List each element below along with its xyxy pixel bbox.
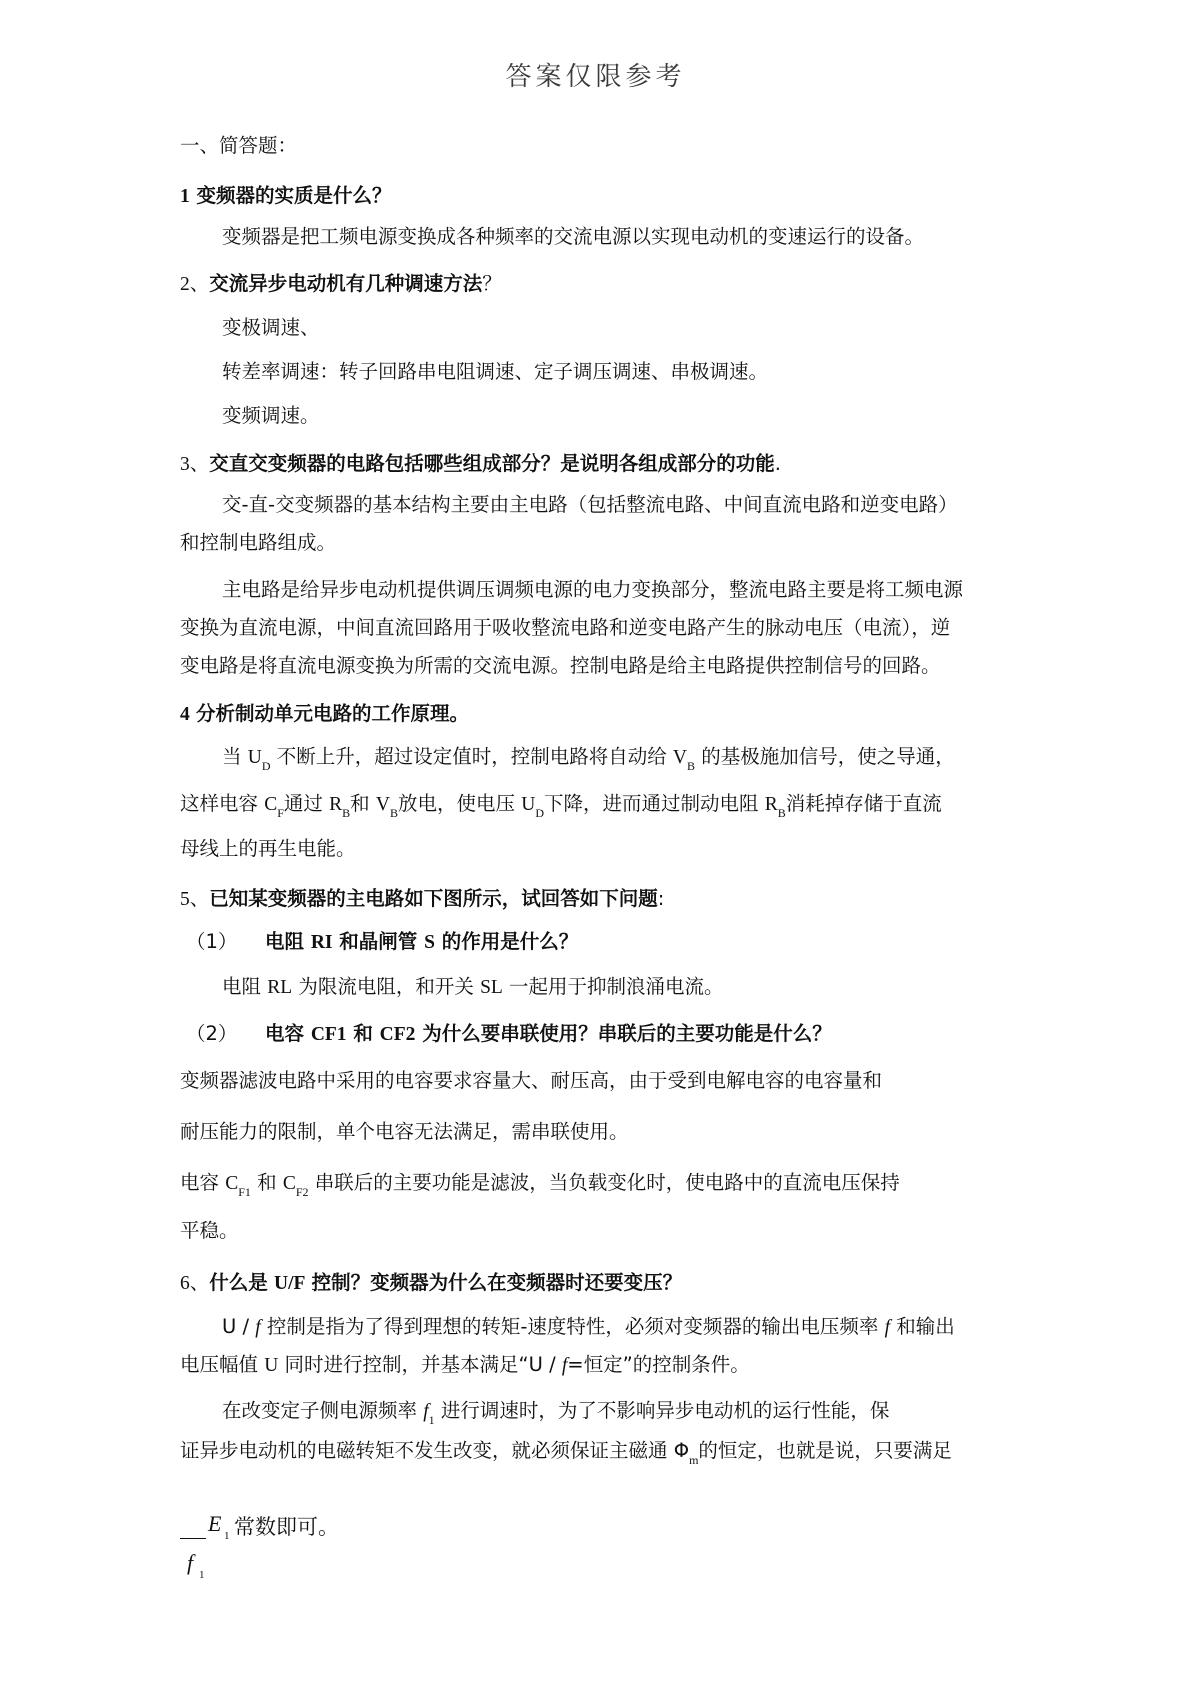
q5-sub2-answer-line-4: 平稳。 xyxy=(180,1219,239,1242)
q5-sub2-answer-line-3: 电容 $C_{F1}$ 和 $C_{F2}$ 串联后的主要功能是滤波，当负载变化时，使电路中的直流电压保持 xyxy=(180,1171,900,1199)
q5-title xyxy=(180,885,664,914)
q5-sub1-question: 电阻 RI 和晶闸管 S 的作用是什么？ xyxy=(265,930,579,953)
q6-number: 6、 xyxy=(180,1273,210,1294)
fraction-numerator-sub: 1 xyxy=(224,1530,230,1542)
q4-title xyxy=(180,700,469,729)
fraction-denominator-sub: 1 xyxy=(199,1569,205,1581)
q2-answer-1: 变极调速、 xyxy=(222,316,320,339)
q6-line-1: U / f 控制是指为了得到理想的转矩-速度特性，必须对变频器的输出电压频率 f 和输出 xyxy=(222,1315,955,1338)
q3-paragraph-2-line-1: 主电路是给异步电动机提供调压调频电源的电力变换部分，整流电路主要是将工频电源 xyxy=(222,578,964,601)
section-title: 一、简答题： xyxy=(180,134,298,157)
q5-sub1-label: （1） xyxy=(186,930,238,953)
q5-sub2-answer-line-1: 变频器滤波电路中采用的电容要求容量大、耐压高，由于受到电解电容的电容量和 xyxy=(180,1069,883,1092)
q2-mark: ？ xyxy=(482,272,502,295)
q4-number: 4 xyxy=(180,704,190,725)
fraction-denominator: f xyxy=(187,1550,194,1575)
q1-answer: 变频器是把工频电源变换成各种频率的交流电源以实现电动机的变速运行的设备。 xyxy=(222,225,925,248)
q2-question: 交流异步电动机有几种调速方法 xyxy=(209,272,483,295)
q3-number: 3、 xyxy=(180,454,210,475)
q4-line-2: 这样电容 $C_F$通过 $R_B$和 $V_B$放电，使电压 $U_D$下降，进而通过制动电阻 $R_B$消耗掉存储于直流 xyxy=(180,792,942,820)
q5-sub1-answer: 电阻 RL 为限流电阻，和开关 SL 一起用于抑制浪涌电流。 xyxy=(222,975,724,998)
q2-answer-2: 转差率调速：转子回路串电阻调速、定子调压调速、串极调速。 xyxy=(222,360,769,383)
q1-question: 变频器的实质是什么？ xyxy=(196,184,392,207)
q3-title xyxy=(180,450,781,479)
q6-title: 6、什么是 U/F 控制？变频器为什么在变频器时还要变压？ xyxy=(180,1271,683,1294)
q5-sub2-label: （2） xyxy=(186,1022,238,1045)
q4-line-3: 母线上的再生电能。 xyxy=(180,837,356,860)
fraction-bar xyxy=(180,1538,206,1539)
q4-line-1: 当 $U_D$ 不断上升，超过设定值时，控制电路将自动给 $V_B$ 的基极施加信号，使之导通， xyxy=(222,745,955,773)
fraction-numerator: E xyxy=(208,1511,222,1536)
q1-number: 1 xyxy=(180,186,190,207)
q2-title xyxy=(180,270,502,299)
q3-paragraph-2-line-2: 变换为直流电源，中间直流回路用于吸收整流电路和逆变电路产生的脉动电压（电流），逆 xyxy=(180,616,951,639)
q3-mark: . xyxy=(774,452,781,475)
q5-question: 已知某变频器的主电路如下图所示，试回答如下问题 xyxy=(209,887,658,910)
q2-number: 2、 xyxy=(180,274,210,295)
q4-question: 分析制动单元电路的工作原理。 xyxy=(195,702,469,725)
q5-sub2-answer-line-2: 耐压能力的限制，单个电容无法满足，需串联使用。 xyxy=(180,1120,629,1143)
q6-line-3: 在改变定子侧电源频率 $f_1$ 进行调速时，为了不影响异步电动机的运行性能，保 xyxy=(222,1399,890,1427)
q6-line-2: 电压幅值 U 同时进行控制，并基本满足“U / f=恒定”的控制条件。 xyxy=(180,1353,750,1376)
q3-paragraph-1-line-1: 交-直-交变频器的基本结构主要由主电路（包括整流电路、中间直流电路和逆变电路） xyxy=(222,493,958,516)
q1-title xyxy=(180,182,392,211)
q3-paragraph-2-line-3: 变电路是将直流电源变换为所需的交流电源。控制电路是给主电路提供控制信号的回路。 xyxy=(180,654,941,677)
q6-line-4: 证异步电动机的电磁转矩不发生改变，就必须保证主磁通 $\Phi_m$的恒定，也就是说，只要满足 xyxy=(180,1439,952,1467)
fraction-text: 常数即可。 xyxy=(234,1515,339,1539)
q5-number: 5、 xyxy=(180,889,210,910)
q3-paragraph-1-line-2: 和控制电路组成。 xyxy=(180,531,337,554)
q5-mark: : xyxy=(657,887,665,910)
q3-question: 交直交变频器的电路包括哪些组成部分？是说明各组成部分的功能 xyxy=(209,452,775,475)
q2-answer-3: 变频调速。 xyxy=(222,404,320,427)
page-header: 答案仅限参考 xyxy=(505,62,686,92)
q5-sub2-question: 电容 CF1 和 CF2 为什么要串联使用？串联后的主要功能是什么？ xyxy=(265,1022,832,1045)
